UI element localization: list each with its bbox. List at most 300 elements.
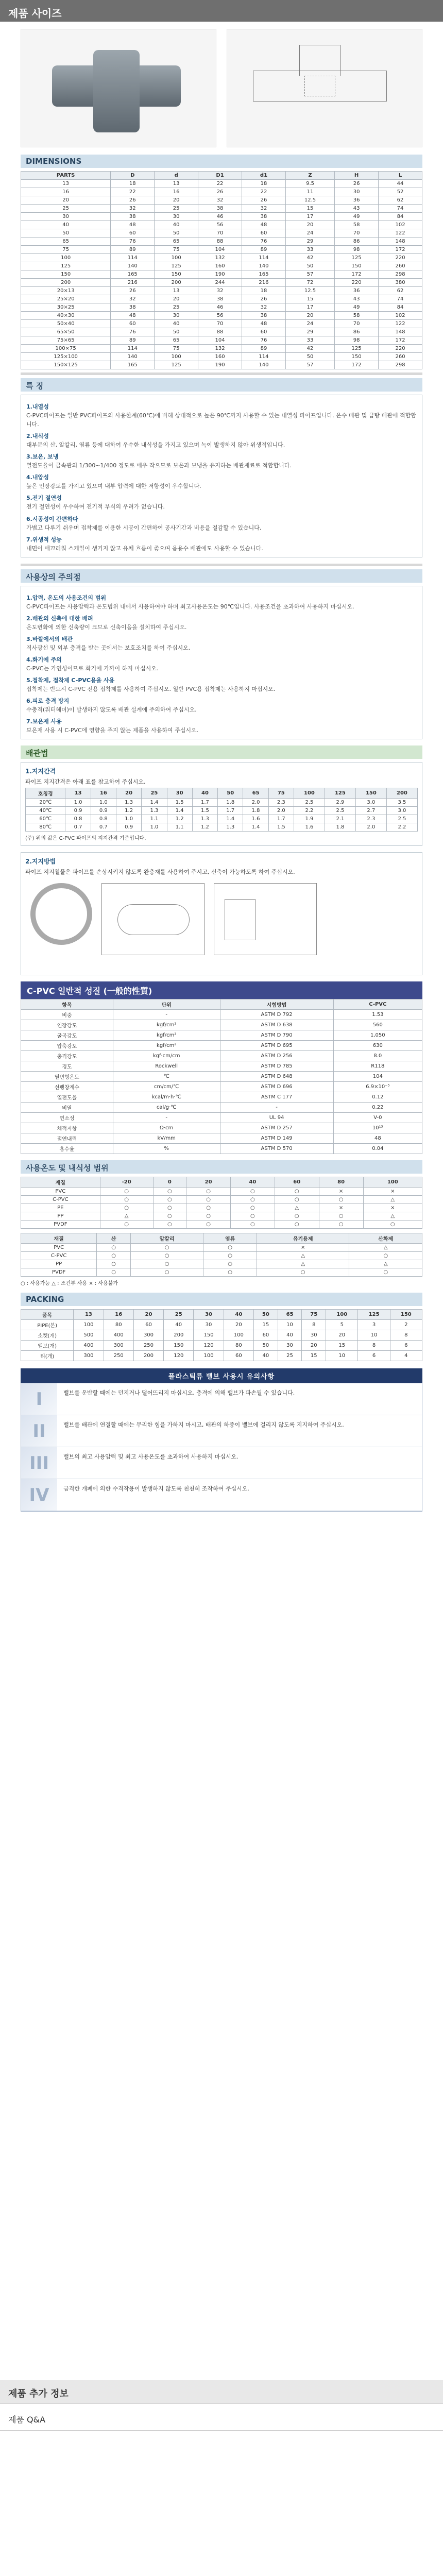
dims-cell: 38: [198, 295, 242, 303]
dims-cell: 75: [155, 246, 198, 254]
dims-cell: 56: [198, 312, 242, 320]
feature-text: 높은 인장강도를 가지고 있으며 내부 압력에 대한 저항성이 우수합니다.: [26, 483, 201, 490]
dims-cell: 22: [198, 180, 242, 188]
product-content: [21, 29, 422, 1512]
pack-header: 65: [278, 1310, 302, 1320]
dims-cell: 62: [379, 196, 422, 205]
dims-cell: 44: [379, 180, 422, 188]
temp-usage-table: [21, 1177, 422, 1229]
dims-header: D1: [198, 172, 242, 180]
temp-cell: ○: [319, 1221, 363, 1229]
pack-header: 125: [358, 1310, 390, 1320]
dims-row: [21, 287, 422, 295]
dims-cell: 165: [111, 361, 155, 369]
dims-row: [21, 196, 422, 205]
dims-row: [21, 303, 422, 312]
dims-cell: 38: [242, 312, 286, 320]
dims-cell: 132: [198, 254, 242, 262]
dims-cell: 148: [379, 238, 422, 246]
dims-cell: 65×50: [21, 328, 111, 336]
precaution-heading: 2.배관의 신축에 대한 배려: [26, 615, 93, 622]
dims-cell: 60: [242, 328, 286, 336]
temp-cell: ○: [186, 1204, 231, 1212]
dims-cell: 18: [242, 287, 286, 295]
dims-cell: 100: [155, 353, 198, 361]
support-row: [26, 815, 418, 823]
features-box: [21, 395, 422, 557]
chem-table: [21, 1233, 422, 1277]
prop-row: [21, 1061, 422, 1072]
dims-cell: 18: [111, 180, 155, 188]
dims-cell: 160: [198, 262, 242, 270]
prop-cell: 1.53: [333, 1010, 422, 1020]
pack-cell: 10: [278, 1320, 302, 1330]
precaution-heading: 5.접착제, 접착제 C-PVC용을 사용: [26, 677, 115, 684]
dims-cell: 100×75: [21, 345, 111, 353]
support-title: 1.지지간격: [25, 768, 56, 775]
prop-cell: 비열: [21, 1103, 113, 1113]
dims-cell: 140: [242, 262, 286, 270]
dims-cell: 38: [198, 205, 242, 213]
pack-cell: 80: [224, 1341, 253, 1351]
dims-cell: 18: [242, 180, 286, 188]
support-cell: 1.3: [116, 799, 141, 807]
pack-cell: 엘보(개): [21, 1341, 74, 1351]
dims-cell: 50: [155, 328, 198, 336]
page-title: 제품 사이즈: [0, 0, 443, 22]
precaution-text: 접착제는 반드시 C-PVC 전용 접착제를 사용하여 주십시오. 일반 PVC용 접착제는 사용하지 마십시오.: [26, 686, 276, 693]
dims-cell: 72: [285, 279, 334, 287]
support-header: 125: [325, 788, 355, 799]
qa-link[interactable]: 제품 Q&A: [0, 2407, 443, 2431]
dims-cell: 30: [155, 213, 198, 221]
dimensions-label: DIMENSIONS: [21, 155, 422, 168]
dims-cell: 22: [242, 188, 286, 196]
dims-cell: 86: [335, 328, 379, 336]
prop-cell: ASTM D 696: [220, 1082, 333, 1092]
pack-header: 품목: [21, 1310, 74, 1320]
support-header: 20: [116, 788, 141, 799]
dims-cell: 22: [111, 188, 155, 196]
dims-cell: 100: [155, 254, 198, 262]
pack-cell: 80: [104, 1320, 133, 1330]
feature-heading: 6.시공성이 간편하다: [26, 515, 78, 522]
dims-cell: 30: [335, 188, 379, 196]
feature-heading: 5.전기 절연성: [26, 495, 62, 502]
precaution-heading: 3.바깥에서의 배관: [26, 635, 73, 642]
pack-cell: 100: [194, 1351, 224, 1361]
dims-row: [21, 345, 422, 353]
dims-header: H: [335, 172, 379, 180]
dims-cell: 70: [335, 229, 379, 238]
dims-cell: 57: [285, 270, 334, 279]
pack-header: 75: [302, 1310, 326, 1320]
dims-cell: 89: [242, 345, 286, 353]
temp-cell: ×: [319, 1188, 363, 1196]
dims-cell: 25×20: [21, 295, 111, 303]
chem-header: 재질: [21, 1233, 97, 1244]
dims-row: [21, 262, 422, 270]
prop-cell: 압축강도: [21, 1041, 113, 1051]
dims-cell: 48: [242, 320, 286, 328]
dims-cell: 15: [285, 205, 334, 213]
chem-row: [21, 1244, 422, 1252]
support-row: [26, 823, 418, 832]
dims-cell: 32: [111, 295, 155, 303]
prop-row: [21, 1113, 422, 1123]
dims-cell: 88: [198, 238, 242, 246]
dims-cell: 102: [379, 312, 422, 320]
dims-cell: 58: [335, 312, 379, 320]
dims-cell: 52: [379, 188, 422, 196]
temp-cell: ○: [319, 1196, 363, 1204]
dims-cell: 89: [111, 336, 155, 345]
dims-cell: 32: [242, 205, 286, 213]
prop-row: [21, 1051, 422, 1061]
dims-row: [21, 221, 422, 229]
dims-cell: 24: [285, 320, 334, 328]
support-cell: 2.7: [355, 807, 386, 815]
pack-cell: 250: [133, 1341, 163, 1351]
temp-cell: ○: [153, 1212, 186, 1221]
pack-cell: 50: [253, 1341, 278, 1351]
temp-cell: △: [100, 1212, 153, 1221]
pack-cell: 100: [74, 1320, 104, 1330]
dims-cell: 75×65: [21, 336, 111, 345]
prop-cell: ASTM D 257: [220, 1123, 333, 1133]
dims-cell: 84: [379, 213, 422, 221]
chem-cell: ○: [130, 1252, 203, 1260]
prop-cell: -: [113, 1113, 220, 1123]
chem-cell: ○: [97, 1244, 131, 1252]
prop-row: [21, 1010, 422, 1020]
temp-cell: ○: [231, 1204, 275, 1212]
pack-cell: 2: [390, 1320, 422, 1330]
dims-row: [21, 353, 422, 361]
feature-text: 가볍고 다루기 쉬우며 접착제를 이용한 시공이 간편하여 공사기간과 비용을 절감할 수 있습니다.: [26, 524, 262, 531]
support-cell: 1.7: [268, 815, 294, 823]
pack-cell: 25: [278, 1351, 302, 1361]
dims-header: Z: [285, 172, 334, 180]
feature-text: 열전도율이 금속관의 1/300~1/400 정도로 매우 작으므로 보온과 보냉을 유지하는 배관재료로 적합합니다.: [26, 462, 292, 469]
prop-cell: ASTM C 177: [220, 1092, 333, 1103]
dims-row: [21, 295, 422, 303]
temp-cell: ○: [153, 1221, 186, 1229]
support-cell: 1.1: [167, 823, 192, 832]
prop-cell: 10¹⁵: [333, 1123, 422, 1133]
chem-row: [21, 1260, 422, 1268]
warning-item: [21, 1415, 422, 1447]
dims-cell: 26: [111, 287, 155, 295]
chem-cell: ○: [97, 1268, 131, 1277]
dims-cell: 16: [155, 188, 198, 196]
pack-cell: 30: [278, 1341, 302, 1351]
dims-cell: 70: [335, 320, 379, 328]
warning-text: 밸브를 운반할 때에는 던지거나 떨어뜨리지 마십시오. 충격에 의해 밸브가 파손될 수 있습니다.: [63, 1389, 295, 1397]
support-cell: 80℃: [26, 823, 65, 832]
chem-cell: PVDF: [21, 1268, 97, 1277]
prop-cell: 굴곡강도: [21, 1030, 113, 1041]
dims-cell: 125: [335, 345, 379, 353]
dims-row: [21, 205, 422, 213]
support-cell: 40℃: [26, 807, 65, 815]
warning-number: I: [21, 1383, 57, 1415]
precautions-title: 사용상의 주의점: [21, 569, 422, 583]
support-note: 파이프 지지간격은 아래 표를 참고하여 주십시오.: [25, 778, 146, 786]
dims-cell: 60: [111, 229, 155, 238]
warnings-title: 플라스틱류 밸브 사용시 유의사항: [21, 1368, 422, 1383]
dims-cell: 114: [111, 345, 155, 353]
dims-cell: 172: [335, 270, 379, 279]
prop-cell: 104: [333, 1072, 422, 1082]
dims-cell: 125: [155, 361, 198, 369]
prop-cell: kV/mm: [113, 1133, 220, 1144]
pack-cell: 150: [194, 1330, 224, 1341]
dims-cell: 40×30: [21, 312, 111, 320]
support-cell: 1.7: [192, 799, 217, 807]
support-cell: 3.0: [355, 799, 386, 807]
warning-text: 급격한 개폐에 의한 수격작용이 발생하지 않도록 천천히 조작하여 주십시오.: [63, 1485, 249, 1493]
dims-cell: 50×40: [21, 320, 111, 328]
pack-cell: 120: [164, 1351, 194, 1361]
dims-header: d1: [242, 172, 286, 180]
dims-cell: 98: [335, 336, 379, 345]
pack-cell: 20: [224, 1320, 253, 1330]
dims-cell: 25: [155, 205, 198, 213]
prop-cell: 연소성: [21, 1113, 113, 1123]
temp-cell: ○: [153, 1196, 186, 1204]
support-cell: 0.7: [91, 823, 116, 832]
pack-header: 20: [133, 1310, 163, 1320]
dims-cell: 42: [285, 345, 334, 353]
pack-cell: 소켓(개): [21, 1330, 74, 1341]
dims-row: [21, 361, 422, 369]
support-cell: 0.8: [91, 815, 116, 823]
dims-cell: 13: [21, 180, 111, 188]
pack-row: [21, 1351, 422, 1361]
warning-number: IV: [21, 1479, 57, 1511]
dims-cell: 150: [335, 262, 379, 270]
support-cell: 2.1: [325, 815, 355, 823]
pack-cell: 40: [253, 1351, 278, 1361]
dims-cell: 65: [155, 238, 198, 246]
support-cell: 3.5: [386, 799, 417, 807]
prop-cell: 630: [333, 1041, 422, 1051]
pack-header: 25: [164, 1310, 194, 1320]
prop-cell: 48: [333, 1133, 422, 1144]
temp-cell: ○: [186, 1188, 231, 1196]
precaution-text: C-PVC는 가연성이므로 화기에 가까이 하지 마십시오.: [26, 665, 159, 672]
dims-cell: 150: [21, 270, 111, 279]
chem-header: 산: [97, 1233, 131, 1244]
warning-text: 밸브의 최고 사용압력 및 최고 사용온도를 초과하여 사용하지 마십시오.: [63, 1453, 238, 1461]
dims-cell: 56: [198, 221, 242, 229]
dims-cell: 125×100: [21, 353, 111, 361]
support-cell: 0.7: [65, 823, 91, 832]
dims-cell: 150: [155, 270, 198, 279]
dims-cell: 104: [198, 246, 242, 254]
support-cell: 1.8: [218, 799, 243, 807]
prop-cell: -: [113, 1010, 220, 1020]
feature-heading: 3.보온, 보냉: [26, 453, 59, 461]
temp-header: 100: [363, 1177, 422, 1188]
support-cell: 1.3: [142, 807, 167, 815]
dims-cell: 26: [111, 196, 155, 205]
support-cell: 2.3: [268, 799, 294, 807]
prop-row: [21, 1103, 422, 1113]
dims-row: [21, 254, 422, 262]
prop-cell: ASTM D 638: [220, 1020, 333, 1030]
prop-cell: 비중: [21, 1010, 113, 1020]
support-header: 30: [167, 788, 192, 799]
pack-cell: 4: [390, 1351, 422, 1361]
prop-cell: ASTM D 648: [220, 1072, 333, 1082]
pack-header: 30: [194, 1310, 224, 1320]
dims-cell: 12.5: [285, 287, 334, 295]
chem-cell: ○: [203, 1244, 257, 1252]
dims-cell: 30: [155, 312, 198, 320]
chem-cell: ○: [203, 1260, 257, 1268]
dims-cell: 12.5: [285, 196, 334, 205]
support-cell: 1.2: [116, 807, 141, 815]
support-cell: 1.6: [294, 823, 325, 832]
dims-cell: 17: [285, 213, 334, 221]
dims-cell: 70: [198, 229, 242, 238]
dims-cell: 26: [242, 196, 286, 205]
dims-row: [21, 188, 422, 196]
temp-header: 재질: [21, 1177, 100, 1188]
prop-cell: 0.22: [333, 1103, 422, 1113]
dims-header: PARTS: [21, 172, 111, 180]
temp-cell: ○: [186, 1212, 231, 1221]
pack-cell: 15: [253, 1320, 278, 1330]
dims-cell: 86: [335, 238, 379, 246]
warning-text: 밸브를 배관에 연결할 때에는 무리한 힘을 가하지 마시고, 배관의 하중이 밸브에 걸리지 않도록 지지하여 주십시오.: [63, 1421, 344, 1429]
temp-cell: C-PVC: [21, 1196, 100, 1204]
dims-cell: 62: [379, 287, 422, 295]
support-cell: 2.5: [325, 807, 355, 815]
dims-cell: 20: [155, 295, 198, 303]
dims-cell: 48: [111, 221, 155, 229]
support-cell: 2.2: [386, 823, 417, 832]
pack-cell: 8: [358, 1341, 390, 1351]
dims-cell: 65: [21, 238, 111, 246]
temp-cell: ○: [153, 1204, 186, 1212]
dims-cell: 88: [198, 328, 242, 336]
support-cell: 0.8: [65, 815, 91, 823]
prop-header: 시험방법: [220, 999, 333, 1010]
product-photos: [21, 29, 422, 147]
prop-cell: ASTM D 792: [220, 1010, 333, 1020]
temp-cell: ×: [363, 1204, 422, 1212]
support-cell: 0.9: [65, 807, 91, 815]
support-cell: 1.3: [218, 823, 243, 832]
temp-row: [21, 1196, 422, 1204]
dims-cell: 125: [21, 262, 111, 270]
dims-cell: 43: [335, 295, 379, 303]
dims-cell: 24: [285, 229, 334, 238]
dims-header: D: [111, 172, 155, 180]
dims-cell: 160: [198, 353, 242, 361]
dims-cell: 49: [335, 213, 379, 221]
temp-cell: ○: [100, 1204, 153, 1212]
support-header: 25: [142, 788, 167, 799]
support-header: 50: [218, 788, 243, 799]
support-cell: 2.3: [355, 815, 386, 823]
support-spacing-block: [21, 762, 422, 846]
temp-cell: ○: [186, 1221, 231, 1229]
temp-cell: ○: [231, 1196, 275, 1204]
support-cell: 0.9: [116, 823, 141, 832]
dims-cell: 50: [155, 229, 198, 238]
support-row: [26, 807, 418, 815]
dims-cell: 29: [285, 238, 334, 246]
dimensions-table: [21, 171, 422, 369]
dims-cell: 125: [335, 254, 379, 262]
prop-row: [21, 1123, 422, 1133]
dims-cell: 33: [285, 336, 334, 345]
dims-cell: 26: [198, 188, 242, 196]
chem-cell: ○: [97, 1260, 131, 1268]
chem-cell: ○: [349, 1268, 422, 1277]
feature-heading: 7.위생적 성능: [26, 536, 62, 543]
pack-cell: 15: [326, 1341, 358, 1351]
chem-cell: ○: [130, 1260, 203, 1268]
pack-cell: 60: [253, 1330, 278, 1341]
prop-cell: Ω·cm: [113, 1123, 220, 1133]
dims-cell: 122: [379, 320, 422, 328]
dims-cell: 38: [242, 213, 286, 221]
chem-cell: ○: [97, 1252, 131, 1260]
temp-cell: ○: [100, 1188, 153, 1196]
support-cell: 20℃: [26, 799, 65, 807]
dims-cell: 48: [242, 221, 286, 229]
temp-cell: ○: [275, 1212, 319, 1221]
pack-cell: 300: [74, 1351, 104, 1361]
dims-cell: 20: [285, 221, 334, 229]
prop-cell: -: [220, 1103, 333, 1113]
support-header: 40: [192, 788, 217, 799]
support-cell: 2.0: [355, 823, 386, 832]
dims-cell: 122: [379, 229, 422, 238]
dims-cell: 49: [335, 303, 379, 312]
pack-cell: 10: [326, 1351, 358, 1361]
prop-row: [21, 1092, 422, 1103]
pack-cell: 8: [390, 1330, 422, 1341]
dims-cell: 30: [21, 213, 111, 221]
dims-cell: 76: [242, 336, 286, 345]
chem-row: [21, 1268, 422, 1277]
temp-cell: ○: [100, 1196, 153, 1204]
pack-cell: 8: [302, 1320, 326, 1330]
chem-cell: PVC: [21, 1244, 97, 1252]
pack-header: 50: [253, 1310, 278, 1320]
chem-cell: △: [257, 1260, 349, 1268]
dims-cell: 84: [379, 303, 422, 312]
usage-note: ○ : 사용가능 △ : 조건부 사용 × : 사용불가: [21, 1281, 118, 1287]
pack-cell: 20: [302, 1341, 326, 1351]
dims-cell: 40: [155, 221, 198, 229]
pack-cell: 100: [224, 1330, 253, 1341]
dims-cell: 98: [335, 246, 379, 254]
prop-cell: 선팽창계수: [21, 1082, 113, 1092]
dims-cell: 104: [198, 336, 242, 345]
prop-cell: 인장강도: [21, 1020, 113, 1030]
dims-cell: 125: [155, 262, 198, 270]
dims-cell: 380: [379, 279, 422, 287]
dims-cell: 16: [21, 188, 111, 196]
prop-row: [21, 1144, 422, 1154]
